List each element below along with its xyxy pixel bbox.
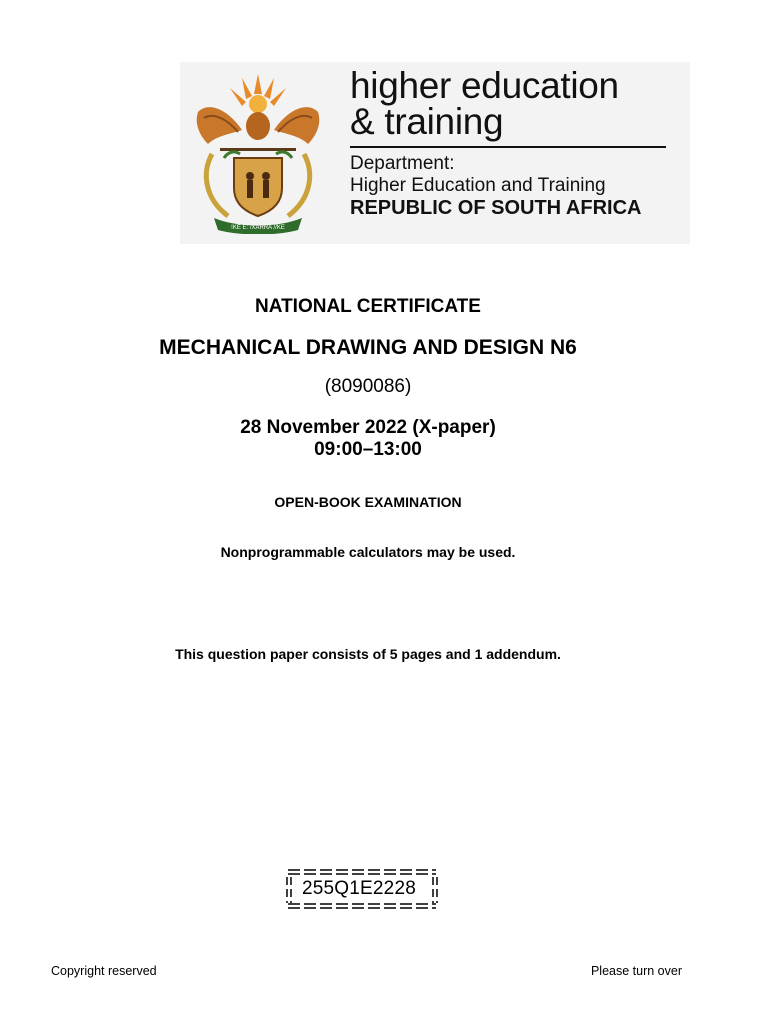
motto-text: !KE E: /XARRA //KE (231, 225, 285, 231)
exam-date: 28 November 2022 (X-paper) (240, 417, 496, 438)
exam-type: OPEN-BOOK EXAMINATION (274, 494, 462, 510)
paper-id: 255Q1E2228 (302, 878, 416, 899)
footer-turn-over: Please turn over (590, 964, 682, 978)
exam-time: 09:00–13:00 (314, 439, 422, 460)
brand-line-1: higher education (350, 65, 619, 106)
exam-date-block (0, 417, 736, 461)
certificate-title: NATIONAL CERTIFICATE (255, 296, 481, 317)
brand-line-2: & training (350, 101, 504, 142)
subject-title: MECHANICAL DRAWING AND DESIGN N6 (159, 336, 577, 359)
dept-country: REPUBLIC OF SOUTH AFRICA (350, 197, 642, 219)
dept-label: Department: (350, 153, 455, 174)
brand-title (350, 65, 619, 142)
dept-name: Higher Education and Training (350, 175, 606, 196)
department-block (350, 153, 641, 219)
coat-of-arms-logo (190, 72, 326, 234)
pages-note: This question paper consists of 5 pages and 1 addendum. (175, 646, 561, 662)
brand-divider (350, 146, 666, 148)
subject-code: (8090086) (324, 376, 412, 397)
calculator-note: Nonprogrammable calculators may be used. (220, 544, 516, 560)
footer-copyright: Copyright reserved (51, 964, 157, 978)
